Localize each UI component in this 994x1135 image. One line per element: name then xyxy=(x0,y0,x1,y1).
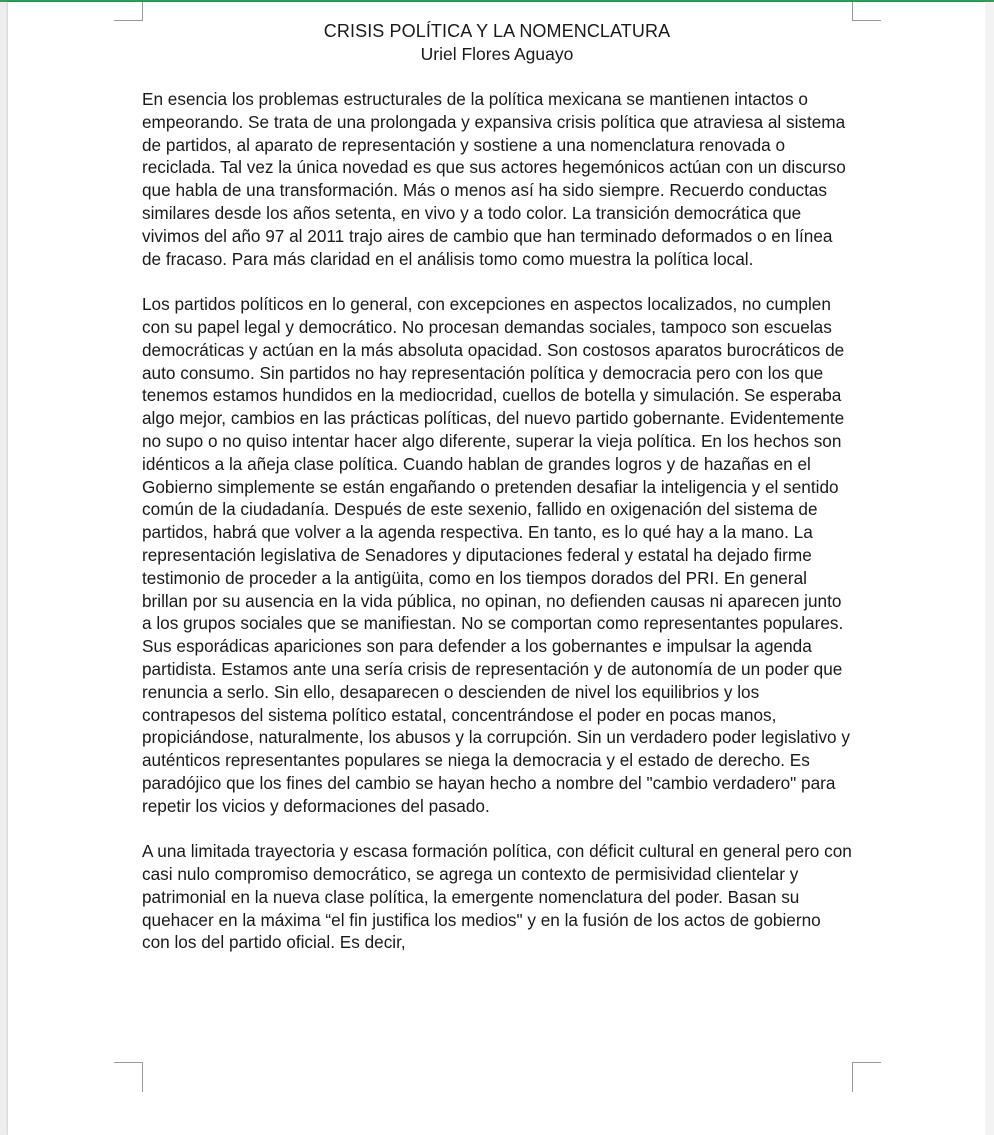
paragraph-3: A una limitada trayectoria y escasa formación política, con déficit cultural en general pero con casi nulo compromiso democrático, se agrega un contexto de permisividad clientelar y patrimonial en la nueva clase política, la emergente nomenclatura del poder. Basan su quehacer en la máxima “el fin justifica los medios" y en la fusión de los actos de gobierno con los del partido oficial. Es decir, xyxy=(142,841,852,953)
document-body[interactable] xyxy=(142,20,852,977)
paragraph-2: Los partidos políticos en lo general, con excepciones en aspectos localizados, no cumplen con su papel legal y democrático. No procesan demandas sociales, tampoco son escuelas democráticas y actúan en la más absoluta opacidad. Son costosos aparatos burocráticos de auto consumo. Sin partidos no hay representación política y democracia pero con los que tenemos estamos hundidos en la mediocridad, cuellos de botella y simulación. Se esperaba algo mejor, cambios en las prácticas políticas, del nuevo partido gobernante. Evidentemente no supo o no quiso intentar hacer algo diferente, superar la vieja política. En los hechos son idénticos a la añeja clase política. Cuando hablan de grandes logros y de hazañas en el Gobierno simplemente se están engañando o pretenden desafiar la inteligencia y el sentido común de la ciudadanía. Después de este sexenio, fallido en oxigenación del sistema de partidos, habrá que volver a la agenda respectiva. En tanto, es lo qué hay a la mano. La representación legislativa de Senadores y diputaciones federal y estatal ha dejado firme testimonio de proceder a la antigüita, como en los tiempos dorados del PRI. En general brillan por su ausencia en la vida pública, no opinan, no defienden causas ni aparecen junto a los grupos sociales que se manifiestan. No se comportan como representantes populares. Sus esporádicas apariciones son para defender a los gobernantes e impulsar la agenda partidista. Estamos ante una sería crisis de representación y de autonomía de un poder que renuncia a serlo. Sin ello, desaparecen o descienden de nivel los equilibrios y los contrapesos del sistema político estatal, concentrándose el poder en pocas manos, propiciándose, naturalmente, los abusos y la corrupción. Sin un verdadero poder legislativo y auténticos representantes populares se niega la democracia y el estado de derecho. Es paradójico que los fines del cambio se hayan hecho a nombre del "cambio verdadero" para repetir los vicios y deformaciones del pasado. xyxy=(142,294,850,816)
vertical-scrollbar-track[interactable] xyxy=(985,2,994,1135)
document-author: Uriel Flores Aguayo xyxy=(420,44,574,64)
paragraph-1: En esencia los problemas estructurales de la política mexicana se mantienen intactos o empeorando. Se trata de una prolongada y expansiva crisis política que atraviesa al sistema de partidos, al aparato de representación y sostiene a una nomenclatura renovada o reciclada. Tal vez la única novedad es que sus actores hegemónicos actúan con un discurso que habla de una transformación. Más o menos así ha sido siempre. Recuerdo conductas similares desde los años setenta, en vivo y a todo color. La transición democrática que vivimos del año 97 al 2011 trajo aires de cambio que han terminado deformados o en línea de fracaso. Para más claridad en el análisis tomo como muestra la política local. xyxy=(142,89,846,269)
document-title: CRISIS POLÍTICA Y LA NOMENCLATURA xyxy=(323,21,671,41)
